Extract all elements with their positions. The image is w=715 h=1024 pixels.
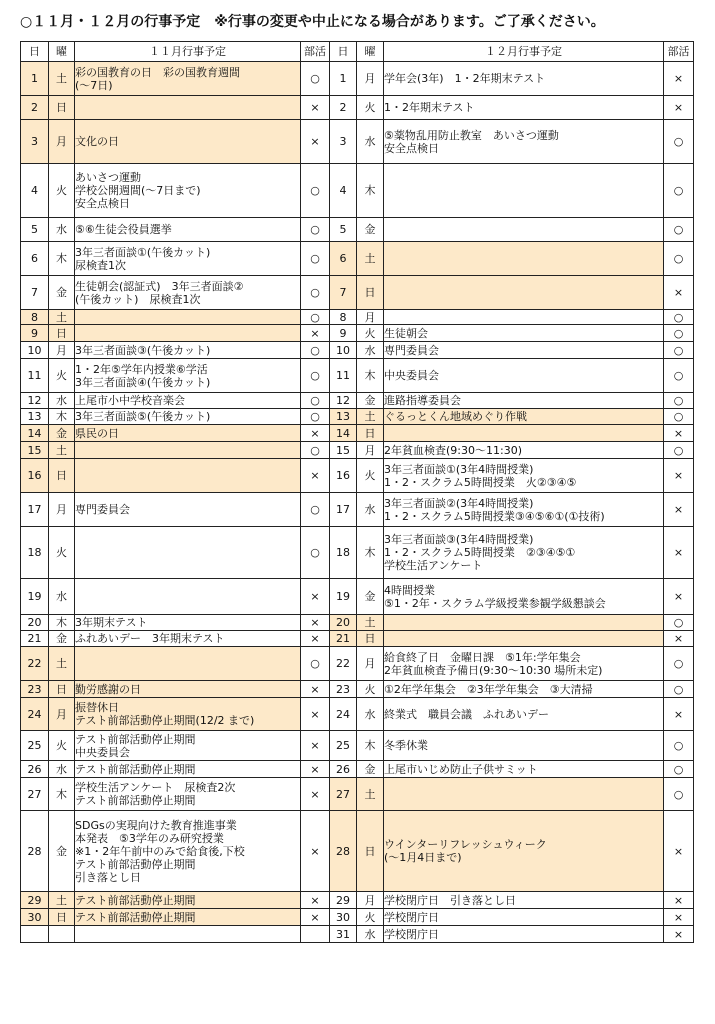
nov-weekday-cell: 土: [49, 647, 75, 681]
nov-club-cell: ○: [301, 647, 330, 681]
dec-events-cell: 3年三者面談③(3年4時間授業) 1・2・スクラム5時間授業 ②③④⑤① 学校生活アンケート: [384, 527, 664, 579]
dec-day-cell: 6: [330, 242, 357, 276]
dec-club-cell: ○: [664, 647, 694, 681]
dec-club-cell: ○: [664, 342, 694, 359]
dec-day-cell: 18: [330, 527, 357, 579]
nov-events-cell: テスト前部活動停止期間 中央委員会: [75, 731, 301, 761]
nov-weekday-cell: 水: [49, 579, 75, 615]
dec-weekday-cell: 木: [357, 527, 384, 579]
dec-club-cell: ×: [664, 459, 694, 493]
nov-day-cell: 3: [21, 120, 49, 164]
nov-club-cell: ×: [301, 579, 330, 615]
dec-weekday-cell: 月: [357, 310, 384, 325]
nov-weekday-cell: 金: [49, 276, 75, 310]
nov-weekday-cell: 土: [49, 442, 75, 459]
dec-club-cell: ○: [664, 393, 694, 409]
dec-events-cell: ⑤薬物乱用防止教室 あいさつ運動 安全点検日: [384, 120, 664, 164]
dec-weekday-cell: 木: [357, 359, 384, 393]
nov-events-cell: テスト前部活動停止期間: [75, 761, 301, 778]
dec-day-cell: 4: [330, 164, 357, 218]
nov-day-cell: 7: [21, 276, 49, 310]
nov-day-cell: 21: [21, 631, 49, 647]
dec-day-cell: 29: [330, 892, 357, 909]
dec-club-cell: ○: [664, 325, 694, 342]
dec-club-cell: ○: [664, 120, 694, 164]
dec-day-cell: 24: [330, 698, 357, 731]
table-row: [21, 96, 694, 120]
dec-day-cell: 17: [330, 493, 357, 527]
nov-day-cell: [21, 926, 49, 943]
nov-events-cell: 振替休日 テスト前部活動停止期間(12/2 まで): [75, 698, 301, 731]
nov-weekday-cell: 日: [49, 681, 75, 698]
nov-weekday-cell: 木: [49, 409, 75, 425]
nov-day-cell: 14: [21, 425, 49, 442]
nov-club-cell: ○: [301, 310, 330, 325]
nov-club-cell: ×: [301, 615, 330, 631]
dec-club-cell: ×: [664, 698, 694, 731]
dec-weekday-cell: 土: [357, 778, 384, 811]
nov-club-cell: [301, 926, 330, 943]
nov-events-cell: 3年三者面談③(午後カット): [75, 342, 301, 359]
table-row: [21, 276, 694, 310]
table-row: [21, 442, 694, 459]
dec-events-cell: 3年三者面談①(3年4時間授業) 1・2・スクラム5時間授業 火②③④⑤: [384, 459, 664, 493]
nov-day-cell: 6: [21, 242, 49, 276]
table-row: [21, 761, 694, 778]
nov-events-cell: [75, 647, 301, 681]
dec-day-cell: 30: [330, 909, 357, 926]
nov-events-header: １１月行事予定: [75, 42, 301, 62]
nov-events-cell: 彩の国教育の日 彩の国教育週間 (〜7日): [75, 62, 301, 96]
nov-club-cell: ○: [301, 527, 330, 579]
nov-club-cell: ×: [301, 761, 330, 778]
dec-events-cell: [384, 631, 664, 647]
nov-events-cell: [75, 96, 301, 120]
dec-events-cell: [384, 778, 664, 811]
dec-weekday-cell: 土: [357, 409, 384, 425]
dec-weekday-header: 曜: [357, 42, 384, 62]
nov-events-cell: ふれあいデー 3年期末テスト: [75, 631, 301, 647]
dec-events-cell: 給食終了日 金曜日課 ⑤1年:学年集会 2年貧血検査予備日(9:30〜10:30 場所未定): [384, 647, 664, 681]
nov-weekday-cell: 水: [49, 218, 75, 242]
dec-club-cell: ×: [664, 631, 694, 647]
nov-club-cell: ×: [301, 631, 330, 647]
nov-events-cell: テスト前部活動停止期間: [75, 892, 301, 909]
dec-weekday-cell: 金: [357, 218, 384, 242]
dec-weekday-cell: 水: [357, 342, 384, 359]
nov-weekday-cell: 木: [49, 242, 75, 276]
nov-weekday-cell: 土: [49, 310, 75, 325]
dec-club-cell: ×: [664, 579, 694, 615]
dec-events-cell: 1・2年期末テスト: [384, 96, 664, 120]
dec-events-cell: [384, 218, 664, 242]
nov-club-cell: ○: [301, 62, 330, 96]
dec-day-cell: 13: [330, 409, 357, 425]
nov-events-cell: 勤労感謝の日: [75, 681, 301, 698]
nov-weekday-cell: 金: [49, 631, 75, 647]
dec-weekday-cell: 木: [357, 731, 384, 761]
header-row: [21, 42, 694, 62]
dec-club-cell: ○: [664, 242, 694, 276]
nov-events-cell: [75, 459, 301, 493]
dec-club-cell: ×: [664, 62, 694, 96]
nov-events-cell: [75, 926, 301, 943]
nov-events-cell: 生徒朝会(認証式) 3年三者面談② (午後カット) 尿検査1次: [75, 276, 301, 310]
dec-club-cell: ○: [664, 761, 694, 778]
dec-events-cell: [384, 242, 664, 276]
table-row: [21, 631, 694, 647]
nov-club-cell: ○: [301, 242, 330, 276]
nov-day-cell: 15: [21, 442, 49, 459]
dec-events-cell: ぐるっとくん地域めぐり作戦: [384, 409, 664, 425]
dec-day-cell: 12: [330, 393, 357, 409]
dec-day-cell: 3: [330, 120, 357, 164]
nov-weekday-cell: 土: [49, 892, 75, 909]
dec-events-cell: 終業式 職員会議 ふれあいデー: [384, 698, 664, 731]
dec-events-cell: 学校閉庁日 引き落とし日: [384, 892, 664, 909]
nov-events-cell: 3年期末テスト: [75, 615, 301, 631]
dec-club-cell: ○: [664, 310, 694, 325]
table-row: [21, 909, 694, 926]
nov-club-cell: ×: [301, 731, 330, 761]
table-row: [21, 681, 694, 698]
nov-club-cell: ×: [301, 681, 330, 698]
table-row: [21, 409, 694, 425]
nov-club-cell: ×: [301, 811, 330, 892]
nov-club-cell: ○: [301, 218, 330, 242]
nov-events-cell: SDGsの実現向けた教育推進事業 本発表 ⑤3学年のみ研究授業 ※1・2年午前中のみで給食後,下校 テスト前部活動停止期間 引き落とし日: [75, 811, 301, 892]
nov-club-cell: ×: [301, 909, 330, 926]
dec-events-cell: 上尾市いじめ防止子供サミット: [384, 761, 664, 778]
dec-day-cell: 2: [330, 96, 357, 120]
dec-weekday-cell: 土: [357, 242, 384, 276]
nov-weekday-cell: [49, 926, 75, 943]
dec-day-cell: 26: [330, 761, 357, 778]
table-row: [21, 615, 694, 631]
dec-club-cell: ×: [664, 276, 694, 310]
nov-day-cell: 16: [21, 459, 49, 493]
nov-club-cell: ○: [301, 276, 330, 310]
nov-events-cell: テスト前部活動停止期間: [75, 909, 301, 926]
dec-events-cell: 中央委員会: [384, 359, 664, 393]
dec-day-cell: 23: [330, 681, 357, 698]
dec-club-cell: ○: [664, 442, 694, 459]
nov-day-cell: 29: [21, 892, 49, 909]
dec-club-cell: ×: [664, 425, 694, 442]
dec-events-cell: [384, 310, 664, 325]
table-row: [21, 778, 694, 811]
nov-club-cell: ○: [301, 342, 330, 359]
dec-events-cell: ウインターリフレッシュウィーク (〜1月4日まで): [384, 811, 664, 892]
table-row: [21, 120, 694, 164]
nov-weekday-cell: 月: [49, 342, 75, 359]
dec-events-cell: 生徒朝会: [384, 325, 664, 342]
table-row: [21, 926, 694, 943]
nov-events-cell: [75, 527, 301, 579]
dec-day-cell: 5: [330, 218, 357, 242]
dec-weekday-cell: 金: [357, 579, 384, 615]
nov-club-cell: ○: [301, 164, 330, 218]
dec-day-cell: 15: [330, 442, 357, 459]
nov-weekday-cell: 水: [49, 761, 75, 778]
dec-weekday-cell: 火: [357, 459, 384, 493]
dec-weekday-cell: 火: [357, 325, 384, 342]
nov-weekday-cell: 木: [49, 615, 75, 631]
nov-day-cell: 28: [21, 811, 49, 892]
dec-weekday-cell: 木: [357, 164, 384, 218]
nov-day-cell: 8: [21, 310, 49, 325]
nov-weekday-cell: 金: [49, 811, 75, 892]
dec-club-cell: ○: [664, 409, 694, 425]
dec-day-cell: 28: [330, 811, 357, 892]
nov-weekday-cell: 火: [49, 731, 75, 761]
nov-weekday-cell: 火: [49, 164, 75, 218]
dec-weekday-cell: 火: [357, 96, 384, 120]
nov-club-cell: ×: [301, 120, 330, 164]
dec-club-cell: ×: [664, 811, 694, 892]
nov-day-cell: 1: [21, 62, 49, 96]
nov-day-cell: 19: [21, 579, 49, 615]
dec-club-cell: ×: [664, 527, 694, 579]
nov-day-cell: 27: [21, 778, 49, 811]
nov-events-cell: [75, 579, 301, 615]
nov-weekday-cell: 日: [49, 325, 75, 342]
nov-day-cell: 4: [21, 164, 49, 218]
dec-weekday-cell: 火: [357, 681, 384, 698]
dec-events-cell: 冬季休業: [384, 731, 664, 761]
dec-weekday-cell: 金: [357, 393, 384, 409]
dec-events-cell: 学校閉庁日: [384, 909, 664, 926]
dec-events-cell: 学年会(3年) 1・2年期末テスト: [384, 62, 664, 96]
dec-weekday-cell: 月: [357, 647, 384, 681]
nov-club-cell: ×: [301, 892, 330, 909]
dec-day-cell: 16: [330, 459, 357, 493]
nov-day-cell: 24: [21, 698, 49, 731]
dec-club-cell: ○: [664, 164, 694, 218]
dec-day-cell: 19: [330, 579, 357, 615]
dec-events-header: １２月行事予定: [384, 42, 664, 62]
table-row: [21, 62, 694, 96]
dec-events-cell: 進路指導委員会: [384, 393, 664, 409]
dec-weekday-cell: 日: [357, 425, 384, 442]
dec-day-cell: 8: [330, 310, 357, 325]
nov-day-cell: 20: [21, 615, 49, 631]
nov-weekday-header: 曜: [49, 42, 75, 62]
table-row: [21, 164, 694, 218]
dec-events-cell: 4時間授業 ⑤1・2年・スクラム学級授業参観学級懇談会: [384, 579, 664, 615]
dec-events-cell: [384, 164, 664, 218]
dec-events-cell: 2年貧血検査(9:30〜11:30): [384, 442, 664, 459]
nov-weekday-cell: 月: [49, 698, 75, 731]
nov-club-cell: ○: [301, 493, 330, 527]
dec-day-cell: 21: [330, 631, 357, 647]
dec-events-cell: 専門委員会: [384, 342, 664, 359]
table-row: [21, 811, 694, 892]
dec-club-cell: ×: [664, 909, 694, 926]
table-row: [21, 459, 694, 493]
nov-events-cell: 1・2年⑤学年内授業⑥学活 3年三者面談④(午後カット): [75, 359, 301, 393]
dec-events-cell: 3年三者面談②(3年4時間授業) 1・2・スクラム5時間授業③④⑤⑥①(①技術): [384, 493, 664, 527]
nov-club-cell: ○: [301, 442, 330, 459]
dec-events-cell: [384, 276, 664, 310]
nov-weekday-cell: 火: [49, 359, 75, 393]
table-row: [21, 698, 694, 731]
nov-day-cell: 25: [21, 731, 49, 761]
dec-club-cell: ○: [664, 615, 694, 631]
nov-day-header: 日: [21, 42, 49, 62]
dec-day-cell: 14: [330, 425, 357, 442]
nov-day-cell: 30: [21, 909, 49, 926]
dec-club-cell: ×: [664, 926, 694, 943]
nov-club-cell: ×: [301, 698, 330, 731]
table-row: [21, 325, 694, 342]
nov-events-cell: 県民の日: [75, 425, 301, 442]
nov-events-cell: 3年三者面談⑤(午後カット): [75, 409, 301, 425]
nov-day-cell: 5: [21, 218, 49, 242]
nov-day-cell: 26: [21, 761, 49, 778]
nov-events-cell: 専門委員会: [75, 493, 301, 527]
nov-weekday-cell: 土: [49, 62, 75, 96]
nov-club-cell: ×: [301, 778, 330, 811]
nov-club-cell: ○: [301, 409, 330, 425]
nov-weekday-cell: 日: [49, 96, 75, 120]
table-row: [21, 359, 694, 393]
schedule-body: [21, 62, 694, 943]
nov-events-cell: 学校生活アンケート 尿検査2次 テスト前部活動停止期間: [75, 778, 301, 811]
table-row: [21, 731, 694, 761]
dec-club-cell: ○: [664, 731, 694, 761]
nov-club-cell: ×: [301, 96, 330, 120]
nov-day-cell: 17: [21, 493, 49, 527]
table-row: [21, 527, 694, 579]
nov-day-cell: 11: [21, 359, 49, 393]
dec-weekday-cell: 日: [357, 631, 384, 647]
dec-day-cell: 22: [330, 647, 357, 681]
table-row: [21, 393, 694, 409]
nov-club-cell: ×: [301, 459, 330, 493]
dec-club-cell: ○: [664, 681, 694, 698]
nov-day-cell: 2: [21, 96, 49, 120]
schedule-table: [20, 41, 694, 943]
dec-events-cell: [384, 425, 664, 442]
nov-day-cell: 9: [21, 325, 49, 342]
dec-day-cell: 11: [330, 359, 357, 393]
nov-club-header: 部活: [301, 42, 330, 62]
dec-events-cell: 学校閉庁日: [384, 926, 664, 943]
dec-weekday-cell: 金: [357, 761, 384, 778]
dec-weekday-cell: 日: [357, 276, 384, 310]
dec-club-cell: ○: [664, 218, 694, 242]
table-row: [21, 342, 694, 359]
dec-day-cell: 31: [330, 926, 357, 943]
table-row: [21, 493, 694, 527]
nov-events-cell: [75, 310, 301, 325]
dec-club-cell: ○: [664, 359, 694, 393]
dec-events-cell: [384, 615, 664, 631]
dec-club-cell: ×: [664, 493, 694, 527]
table-row: [21, 218, 694, 242]
dec-day-header: 日: [330, 42, 357, 62]
nov-club-cell: ○: [301, 393, 330, 409]
dec-day-cell: 7: [330, 276, 357, 310]
nov-club-cell: ×: [301, 425, 330, 442]
nov-day-cell: 13: [21, 409, 49, 425]
dec-day-cell: 10: [330, 342, 357, 359]
nov-club-cell: ×: [301, 325, 330, 342]
dec-weekday-cell: 月: [357, 442, 384, 459]
nov-club-cell: ○: [301, 359, 330, 393]
nov-weekday-cell: 日: [49, 459, 75, 493]
nov-events-cell: 3年三者面談①(午後カット) 尿検査1次: [75, 242, 301, 276]
nov-events-cell: 上尾市小中学校音楽会: [75, 393, 301, 409]
nov-weekday-cell: 日: [49, 909, 75, 926]
table-row: [21, 310, 694, 325]
nov-events-cell: [75, 442, 301, 459]
nov-events-cell: ⑤⑥生徒会役員選挙: [75, 218, 301, 242]
dec-day-cell: 27: [330, 778, 357, 811]
nov-events-cell: [75, 325, 301, 342]
dec-weekday-cell: 日: [357, 811, 384, 892]
dec-club-cell: ×: [664, 892, 694, 909]
nov-weekday-cell: 木: [49, 778, 75, 811]
nov-weekday-cell: 水: [49, 393, 75, 409]
nov-day-cell: 22: [21, 647, 49, 681]
dec-club-header: 部活: [664, 42, 694, 62]
table-row: [21, 242, 694, 276]
dec-club-cell: ×: [664, 96, 694, 120]
nov-weekday-cell: 火: [49, 527, 75, 579]
nov-day-cell: 12: [21, 393, 49, 409]
table-row: [21, 892, 694, 909]
nov-weekday-cell: 月: [49, 120, 75, 164]
nov-events-cell: 文化の日: [75, 120, 301, 164]
dec-club-cell: ○: [664, 778, 694, 811]
table-row: [21, 647, 694, 681]
nov-weekday-cell: 金: [49, 425, 75, 442]
dec-day-cell: 9: [330, 325, 357, 342]
dec-weekday-cell: 月: [357, 62, 384, 96]
dec-events-cell: ①2年学年集会 ②3年学年集会 ③大清掃: [384, 681, 664, 698]
dec-weekday-cell: 水: [357, 926, 384, 943]
nov-events-cell: あいさつ運動 学校公開週間(〜7日まで) 安全点検日: [75, 164, 301, 218]
dec-weekday-cell: 水: [357, 698, 384, 731]
page-title: ○１１月・１２月の行事予定 ※行事の変更や中止になる場合があります。ご了承ください。: [20, 14, 605, 30]
dec-weekday-cell: 月: [357, 892, 384, 909]
dec-weekday-cell: 火: [357, 909, 384, 926]
nov-day-cell: 10: [21, 342, 49, 359]
table-row: [21, 579, 694, 615]
dec-day-cell: 20: [330, 615, 357, 631]
nov-weekday-cell: 月: [49, 493, 75, 527]
table-row: [21, 425, 694, 442]
dec-weekday-cell: 水: [357, 493, 384, 527]
dec-weekday-cell: 水: [357, 120, 384, 164]
dec-day-cell: 25: [330, 731, 357, 761]
nov-day-cell: 23: [21, 681, 49, 698]
dec-weekday-cell: 土: [357, 615, 384, 631]
nov-day-cell: 18: [21, 527, 49, 579]
dec-day-cell: 1: [330, 62, 357, 96]
